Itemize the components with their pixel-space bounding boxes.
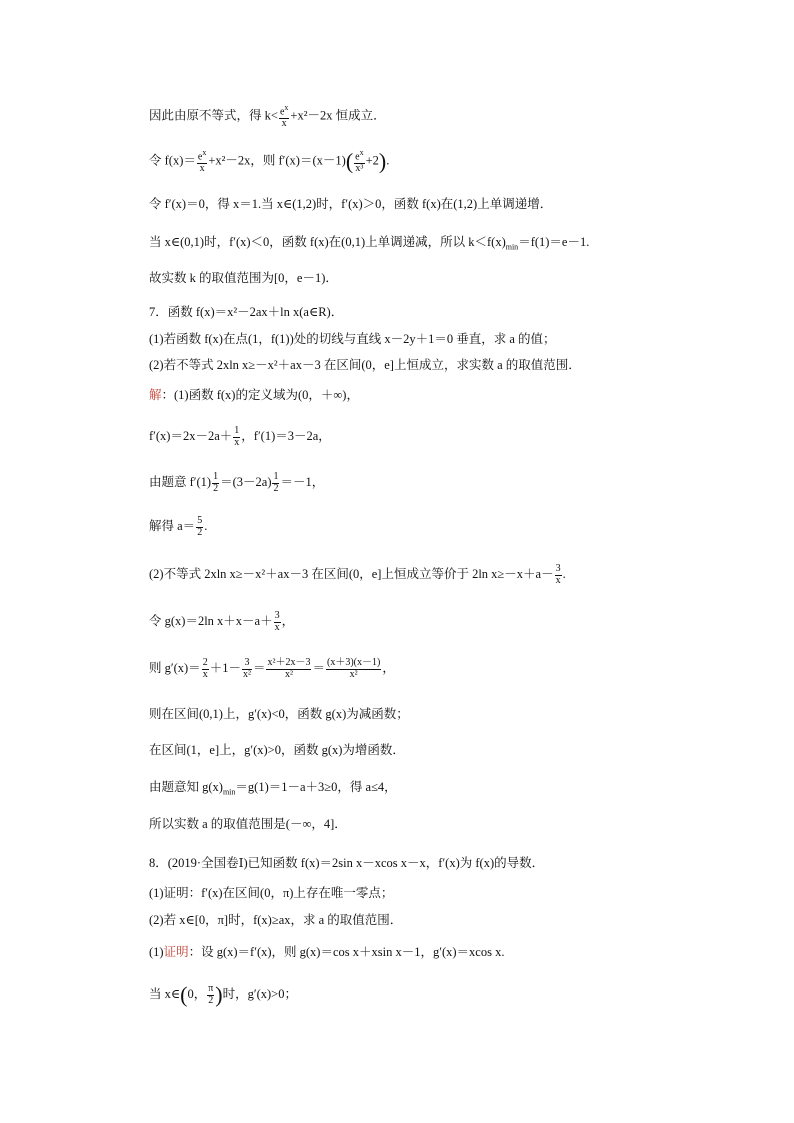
line-g-min: 由题意知 $g(x)_{min}=g(1)=1-a+3\ge 0$，得 a≤4，: [149, 780, 397, 797]
line-derivative-zero: 令 f′(x)＝0，得 x＝1.当 x∈(1,2)时，f′(x)＞0，函数 f(x)在(1,2)上单调递增．: [149, 197, 553, 211]
fraction-ex-over-x: $\frac{e^x}{x}$: [197, 148, 207, 174]
fraction-ex-over-x: $\frac{e^x}{x}$: [279, 103, 289, 129]
problem-8-part-2: (2)若 x∈[0，π]时，f(x)≥ax，求 a 的取值范围．: [149, 913, 403, 927]
proof-label: 证明: [163, 945, 189, 959]
fraction: $\frac{(x+3)(x-1)}{\text{x²}}$: [326, 657, 381, 680]
text: 因此由原不等式，得 k<: [149, 108, 278, 123]
fraction: $\frac{2}{x}$: [202, 657, 208, 680]
line-define-g: 令 g(x)＝2ln x＋x－a＋ $\frac{3}{x}$ ，: [149, 610, 295, 633]
proof-start: (1)证明：设 g(x)＝f′(x)，则 g(x)＝cos x＋xsin x－1，g′(x)＝xcos x.: [149, 945, 505, 959]
line-solve-a: 解得 a＝ $\frac{5}{2}$ .: [149, 515, 208, 538]
line-interval-pi-over-2: 当 x∈(0， $\frac{\pi}{2}$ )时，g′(x)>0；: [149, 982, 297, 1007]
fraction: $\frac{1}{2}$: [273, 471, 279, 494]
line-equivalent-inequality: (2)不等式 2xln x≥－x²＋ax－3 在区间(0，e]上恒成立等价于 2ln x≥－x＋a－ $\frac{3}{x}$ .: [149, 563, 566, 586]
problem-7-statement: 7．函数 f(x)＝x²－2ax＋ln x(a∈R)．: [149, 305, 344, 319]
problem-8-part-1: (1)证明：f′(x)在区间(0，π)上存在唯一零点；: [149, 886, 394, 900]
line-f-prime: f′(x)＝2x－2a＋ $\frac{1}{x}$ ，f′(1)＝3－2a，: [149, 425, 331, 448]
fraction: $\frac{\text{x²＋2x－3}}{\text{x²}}$: [267, 657, 311, 680]
solution-start: 解：(1)函数 f(x)的定义域为(0，＋∞)，: [149, 388, 359, 402]
line-decreasing-interval: 则在区间(0,1)上，g′(x)<0，函数 g(x)为减函数；: [149, 707, 409, 721]
fraction: $\frac{3}{\text{x²}}$: [242, 657, 251, 680]
fraction: $\frac{5}{2}$: [197, 515, 203, 538]
solution-label: 解: [149, 388, 162, 402]
fraction: $\frac{3}{x}$: [274, 610, 280, 633]
fraction: $\frac{1}{x}$: [234, 425, 240, 448]
fraction: $\frac{3}{x}$: [555, 563, 561, 586]
line-range-a: 所以实数 a 的取值范围是(－∞，4]．: [149, 817, 347, 831]
fraction: $\frac{1}{2}$: [213, 471, 219, 494]
line-decreasing: 当 x∈(0,1)时，f′(x)＜0，函数 f(x)在(0,1)上单调递减，所以 $k<f(x)_{min}=f(1)=e-1$.: [149, 235, 590, 252]
line-inequality-k: [149, 104, 386, 129]
problem-7-part-1: (1)若函数 f(x)在点(1，f(1))处的切线与直线 x－2y＋1＝0 垂直，求 a 的值；: [149, 332, 556, 346]
problem-7-part-2: (2)若不等式 2xln x≥－x²＋ax－3 在区间(0，e]上恒成立，求实数 a 的取值范围．: [149, 358, 581, 372]
fraction-pi-over-2: $\frac{\pi}{2}$: [208, 983, 214, 1006]
line-increasing-interval: 在区间(1，e]上，g′(x)>0，函数 g(x)为增函数．: [149, 743, 405, 757]
line-define-f: 令 f(x)＝ $\frac{e^x}{x}$ +x²－2x，则 f′(x)＝(x－1)( $\frac{e^x}{\text{x³}}$ +2).: [149, 148, 390, 174]
line-perpendicular: 由题意 f′(1) $\frac{1}{2}$ ＝(3－2a) $\frac{1}{2}$ ＝－1，: [149, 471, 325, 494]
line-g-prime: 则 g′(x)＝ $\frac{2}{x}$ ＋1－ $\frac{3}{\text{x²}}$ ＝ $\frac{\text{x²＋2x－3}}{\text{x²}}$ ＝ $\frac{(x+3)(x-1)}{\text{x²}}$ ，: [149, 657, 395, 680]
line-range-k: 故实数 k 的取值范围为[0，e－1)．: [149, 271, 338, 285]
text: +x²－2x 恒成立．: [290, 108, 386, 123]
problem-8-statement: 8．(2019·全国卷Ⅰ)已知函数 f(x)＝2sin x－xcos x－x，f′(x)为 f(x)的导数．: [149, 856, 545, 870]
fraction-ex-over-x3: $\frac{e^x}{\text{x³}}$: [355, 148, 364, 174]
